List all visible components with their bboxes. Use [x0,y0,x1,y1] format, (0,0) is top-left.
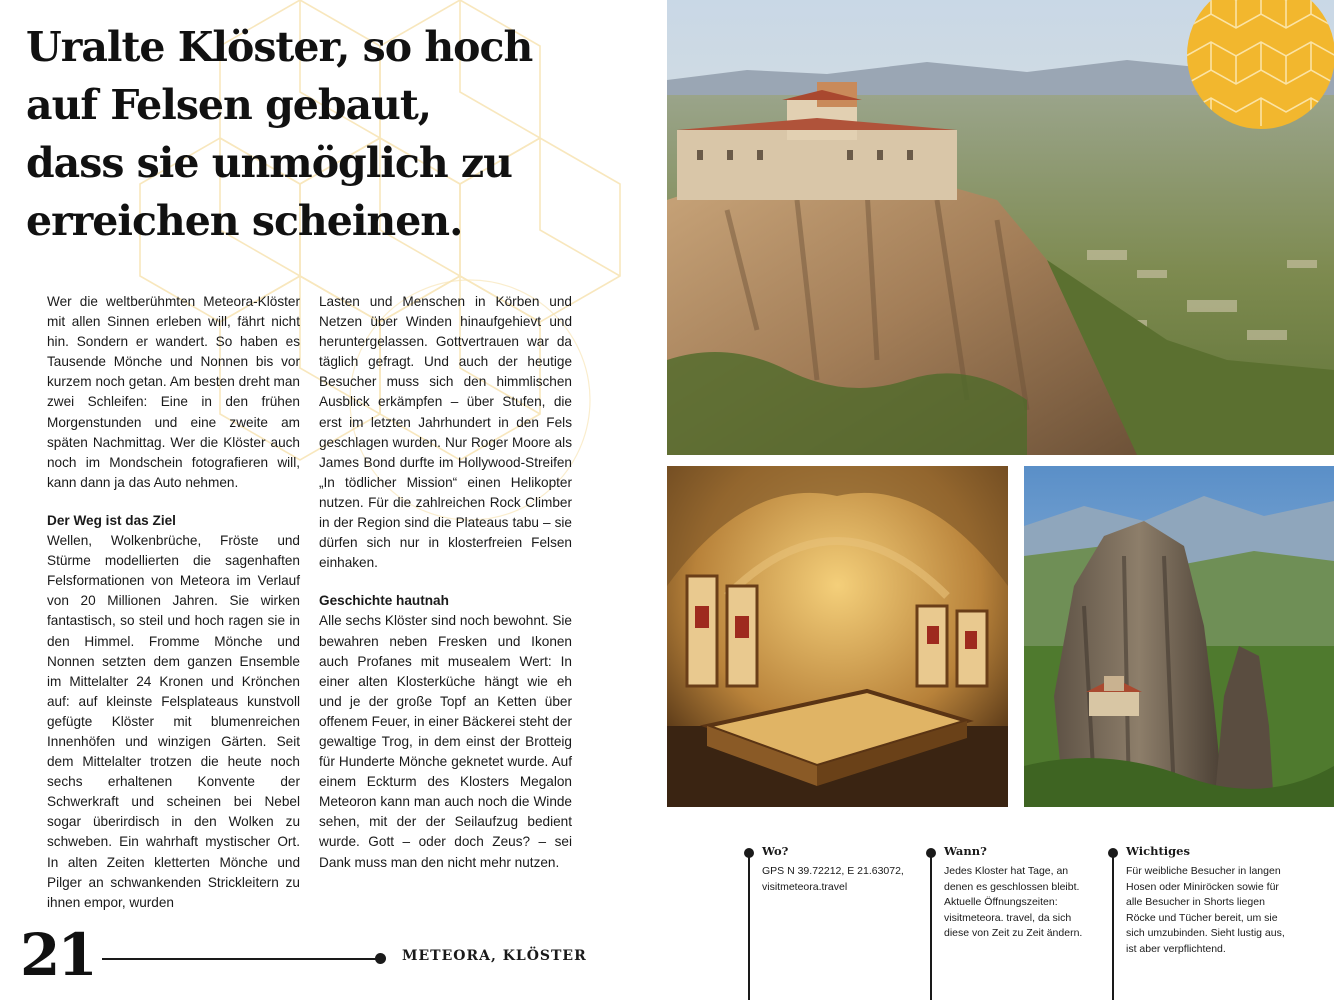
footer-bullet [375,953,386,964]
info-bullet [926,848,936,858]
text-column-2 [319,292,572,873]
page-number: 21 [20,921,95,989]
monastery-cellar-museum-photo [667,466,1008,807]
section-title: METEORA, KLÖSTER [402,948,587,964]
headline-line-2: auf Felsen gebaut, [26,81,432,129]
subheading-weg: Der Weg ist das Ziel [47,512,176,528]
info-title: Wichtiges [1126,844,1190,858]
paragraph-geschichte: Alle sechs Klöster sind noch bewohnt. Sie bewahren neben Fresken und Ikonen auch Profanes mit musealem Wert: In einer alten Klosterküche hängt wie eh und je der große Topf an Ketten über offenem Feuer, in einer Bäckerei steht der gewaltige Trog, in dem einst der Brotteig für Hunderte Mönche geknetet wurde. Auf einem Eckturm des Klosters Megalon Meteoron kann man auch noch die Winde sehen, mit der der Seilaufzug bedient wurde. Gott – oder doch Zeus? – sei Dank muss man den nicht mehr nutzen. [319,613,572,870]
headline-line-3: dass sie unmöglich zu [26,139,512,187]
text-column-1 [47,292,300,913]
info-text: GPS N 39.72212, E 21.63072, visitmeteora.travel [762,865,904,893]
decorative-cube-circle [1186,0,1334,130]
headline-line-4: erreichen scheinen. [26,197,463,245]
info-box-important [1112,844,1292,1000]
info-box-where [748,844,908,1000]
info-bullet [1108,848,1118,858]
info-box-when [930,844,1090,1000]
info-title: Wo? [762,844,789,858]
rock-pillar-monastery-photo [1024,466,1334,807]
info-text: Für weibliche Besucher in langen Hosen oder Miniröcken sowie für alle Besucher in Shorts liegen Röcke und Tücher bereit, um sie sich umzubinden. Sieht lustig aus, ist aber verpflichtend. [1126,865,1285,955]
headline-line-1: Uralte Klöster, so hoch [26,23,533,71]
info-line [1112,854,1114,1000]
info-bullet [744,848,754,858]
footer-rule [102,958,380,960]
info-line [930,854,932,1000]
subheading-geschichte: Geschichte hautnah [319,593,449,609]
paragraph-weg-part2: Lasten und Menschen in Körben und Netzen über Winden hinaufgehievt und heruntergelassen. Gottvertrauen war da täglich gefragt. Und auch der heutige Besucher muss sich den himmlischen Ausblick erkämpfen – über Stufen, die erst im letzten Jahrhundert in den Fels geschlagen wurden. Nur Roger Moore als James Bond durfte im Hollywood-Streifen „In tödlicher Mission“ einen Helikopter nutzen. Für die zahlreichen Rock Climber in der Region sind die Plateaus tabu – sie dürfen sich nur in klosterfreien Felsen einhaken. [319,294,572,571]
info-title: Wann? [944,844,987,858]
paragraph-weg-part1: Wellen, Wolkenbrüche, Fröste und Stürme modellierten die sagenhaften Felsformationen von Meteora im Verlauf von 20 Millionen Jahren. Sie wirken fantastisch, so steil und hoch ragen sie in den Himmel. Fromme Mönche und Nonnen setzten dem ganzen Ensemble im Mittelalter 24 Kronen und Krönchen auf: auf kleinste Felsplateaus kunstvoll gefügte Klöster mit blumenreichen Innenhöfen und winzigen Gärten. Seit dem Mittelalter trotzen die heute noch sechs erhaltenen Konvente der Schwerkraft und scheinen bei Nebel sogar überirdisch in den Wolken zu schweben. Ein wahrhaft mystischer Ort. In alten Zeiten kletterten Mönche und Pilger an schwankenden Strickleitern zu ihnen empor, wurden [47,533,300,910]
info-line [748,854,750,1000]
info-text: Jedes Kloster hat Tage, an denen es geschlossen bleibt. Aktuelle Öffnungszeiten: visitmeteora. travel, da sich diese von Zeit zu Zeit ändern. [944,865,1083,939]
page-footer [0,920,640,990]
intro-paragraph: Wer die weltberühmten Meteora-Klöster mit allen Sinnen erleben will, fährt nicht hin. Sondern er wandert. So haben es Tausende Mönche und Nonnen bis vor kurzem noch getan. Am besten dreht man zwei Schleifen: Eine in den frühen Morgenstunden und eine zweite am späten Nachmittag. Wer die Klöster auch noch im Mondschein fotografieren will, kann dann ja das Auto nehmen. [47,294,300,490]
headline [26,18,646,250]
